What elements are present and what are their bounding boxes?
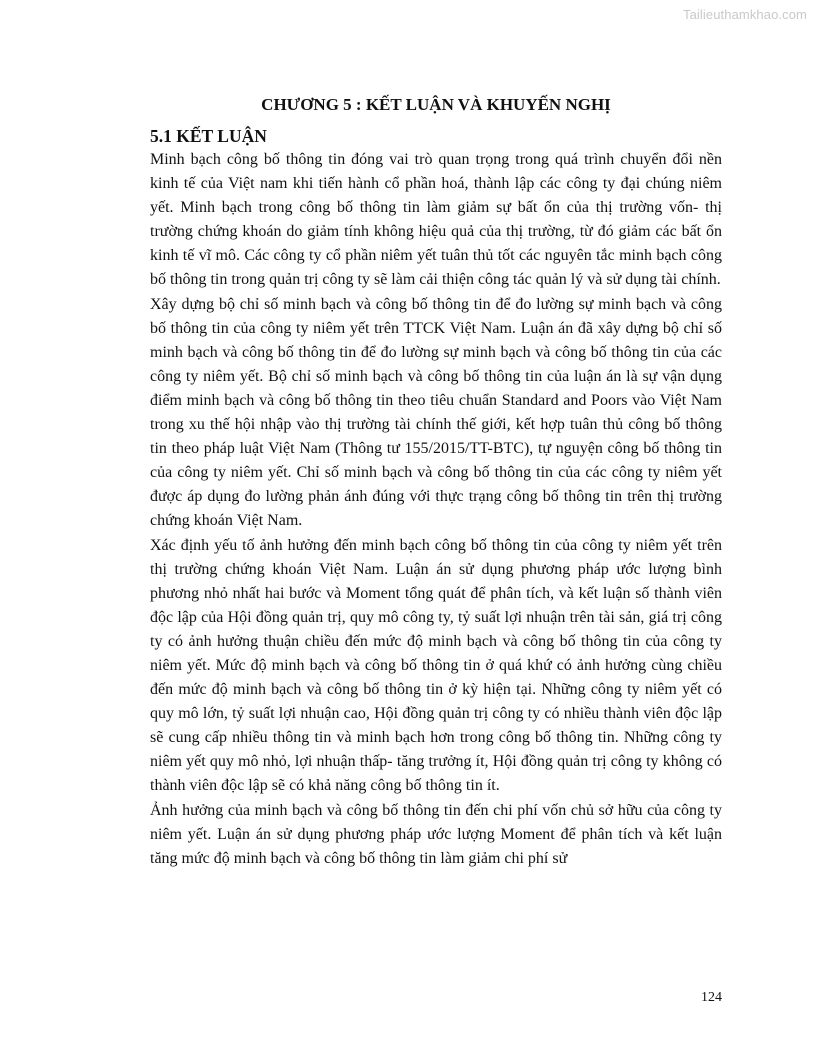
paragraph-index-construction: Xây dựng bộ chỉ số minh bạch và công bố thông tin để đo lường sự minh bạch và công bố thông tin của công ty niêm yết trên TTCK Việt Nam. Luận án đã xây dựng bộ chỉ số minh bạch và công bố thông tin để đo lường sự minh bạch và công bố thông tin của các công ty niêm yết. Bộ chỉ số minh bạch và công bố thông tin của luận án là sự vận dụng điểm minh bạch và công bố thông tin theo tiêu chuẩn Standard and Poors vào Việt Nam trong xu thế hội nhập vào thị trường tài chính thế giới, kết hợp tuân thủ công bố thông tin theo pháp luật Việt Nam (Thông tư 155/2015/TT-BTC), tự nguyện công bố thông tin của công ty niêm yết. Chỉ số minh bạch và công bố thông tin của các công ty niêm yết được áp dụng đo lường phản ánh đúng với thực trạng công bố thông tin trên thị trường chứng khoán Việt Nam. <box>150 295 722 530</box>
paragraph-cost-of-equity: Ảnh hưởng của minh bạch và công bố thông tin đến chi phí vốn chủ sở hữu của công ty niêm yết. Luận án sử dụng phương pháp ước lượng Moment để phân tích và kết luận tăng mức độ minh bạch và công bố thông tin làm giảm chi phí sử <box>150 801 722 867</box>
chapter-title: CHƯƠNG 5 : KẾT LUẬN VÀ KHUYẾN NGHỊ <box>261 95 611 114</box>
watermark: Tailieuthamkhao.com <box>682 7 807 22</box>
section-heading: 5.1 KẾT LUẬN <box>150 126 267 146</box>
paragraph-transparency-role: Minh bạch công bố thông tin đóng vai trò quan trọng trong quá trình chuyển đổi nền kinh tế của Việt nam khi tiến hành cổ phần hoá, thành lập các công ty đại chúng niêm yết. Minh bạch trong công bố thông tin làm giảm sự bất ổn của thị trường vốn- thị trường chứng khoán do giảm tính không hiệu quả của thị trường, từ đó giảm các bất ổn kinh tế vĩ mô. Các công ty cổ phần niêm yết tuân thủ tốt các nguyên tắc minh bạch công bố thông tin trong quản trị công ty sẽ làm cải thiện công tác quản lý và sử dụng tài chính. <box>150 151 722 289</box>
page-number: 124 <box>701 990 722 1005</box>
paragraph-determinants: Xác định yếu tố ảnh hưởng đến minh bạch công bố thông tin của công ty niêm yết trên thị trường chứng khoán Việt Nam. Luận án sử dụng phương pháp ước lượng bình phương nhỏ nhất hai bước và Moment tổng quát để phân tích, và kết luận số thành viên độc lập của Hội đồng quản trị, quy mô công ty, tỷ suất lợi nhuận trên tài sản, giá trị công ty có ảnh hưởng thuận chiều đến mức độ minh bạch và công bố thông tin của công ty niêm yết. Mức độ minh bạch và công bố thông tin ở quá khứ có ảnh hưởng cùng chiều đến mức độ minh bạch và công bố thông tin ở kỳ hiện tại. Những công ty niêm yết có quy mô lớn, tỷ suất lợi nhuận cao, Hội đồng quản trị công ty có nhiều thành viên độc lập sẽ cung cấp nhiều thông tin và minh bạch hơn trong công bố thông tin. Những công ty niêm yết quy mô nhỏ, lợi nhuận thấp- tăng trưởng ít, Hội đồng quản trị công ty không có thành viên độc lập sẽ có khả năng công bố thông tin ít. <box>150 536 722 795</box>
page-content <box>150 92 722 871</box>
